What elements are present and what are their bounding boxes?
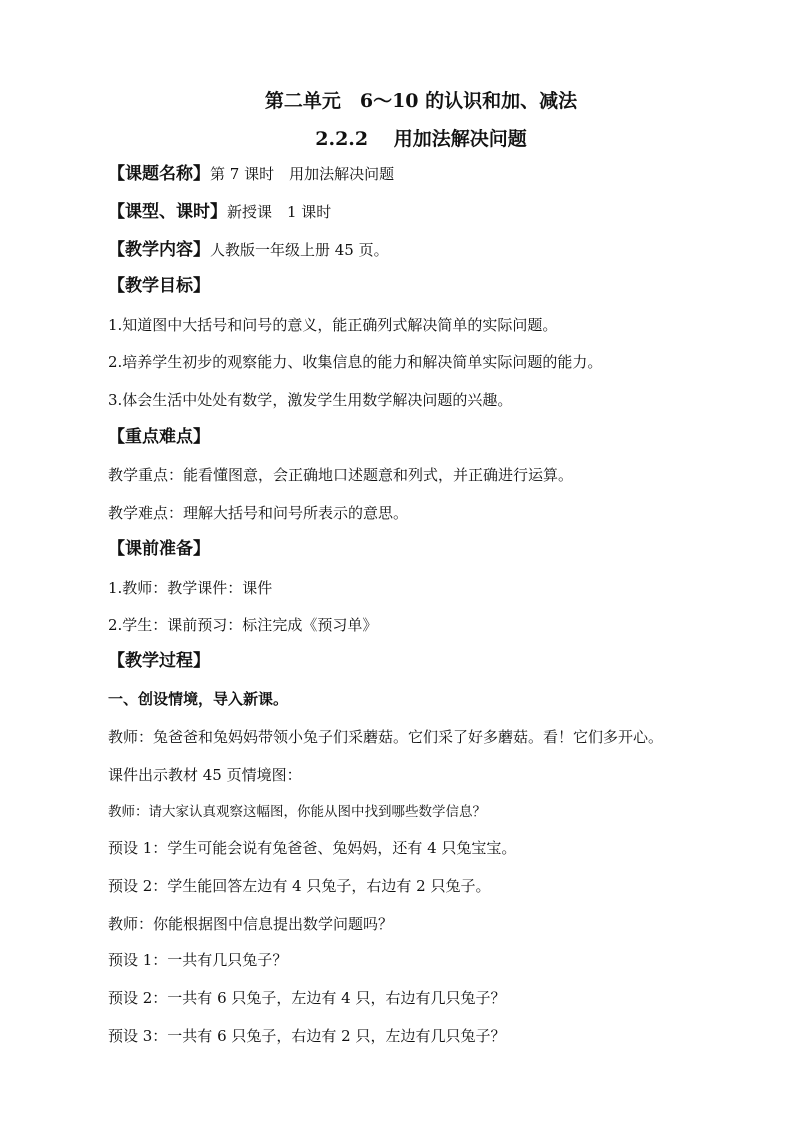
process-line: 预设 1：一共有几只兔子？ (108, 951, 288, 969)
key-point-item: 教学难点：理解大括号和问号所表示的意思。 (108, 504, 409, 522)
process-line: 预设 2：学生能回答左边有 4 只兔子，右边有 2 只兔子。 (108, 877, 491, 895)
field-value: 新授课 1 课时 (227, 203, 332, 221)
field-value: 第 7 课时 用加法解决问题 (210, 165, 395, 183)
process-line: 课件出示教材 45 页情境图： (108, 766, 302, 784)
field-label: 【课题名称】 (108, 164, 210, 184)
process-line: 教师：请大家认真观察这幅图，你能从图中找到哪些数学信息？ (108, 804, 486, 820)
preparation-item: 2.学生：课前预习：标注完成《预习单》 (108, 616, 378, 634)
process-line: 预设 1：学生可能会说有兔爸爸、兔妈妈，还有 4 只兔宝宝。 (108, 839, 517, 857)
process-line: 教师：你能根据图中信息提出数学问题吗？ (108, 915, 394, 933)
field-value: 人教版一年级上册 45 页。 (210, 241, 389, 259)
objective-item: 2.培养学生初步的观察能力、收集信息的能力和解决简单实际问题的能力。 (108, 353, 603, 371)
preparation-item: 1.教师：教学课件：课件 (108, 579, 273, 597)
process-line: 预设 3：一共有 6 只兔子，右边有 2 只，左边有几只兔子？ (108, 1027, 506, 1045)
field-label: 【课型、课时】 (108, 202, 227, 222)
objective-item: 1.知道图中大括号和问号的意义，能正确列式解决简单的实际问题。 (108, 316, 558, 334)
field-course-name (108, 164, 394, 184)
lesson-title: 2.2.2 用加法解决问题 (315, 128, 527, 150)
section-heading: 一、创设情境，导入新课。 (108, 690, 289, 708)
preparation-heading: 【课前准备】 (108, 539, 210, 559)
key-point-item: 教学重点：能看懂图意，会正确地口述题意和列式，并正确进行运算。 (108, 466, 574, 484)
field-label: 【教学内容】 (108, 240, 210, 260)
process-line: 教师：兔爸爸和兔妈妈带领小兔子们采蘑菇。它们采了好多蘑菇。看！它们多开心。 (108, 728, 664, 746)
unit-title: 第二单元 6～10 的认识和加、减法 (264, 90, 578, 112)
key-points-heading: 【重点难点】 (108, 427, 210, 447)
field-content (108, 240, 389, 260)
objective-item: 3.体会生活中处处有数学，激发学生用数学解决问题的兴趣。 (108, 391, 513, 409)
objectives-heading: 【教学目标】 (108, 276, 210, 296)
process-line: 预设 2：一共有 6 只兔子，左边有 4 只，右边有几只兔子？ (108, 989, 506, 1007)
process-heading: 【教学过程】 (108, 651, 210, 671)
field-course-type (108, 202, 331, 222)
